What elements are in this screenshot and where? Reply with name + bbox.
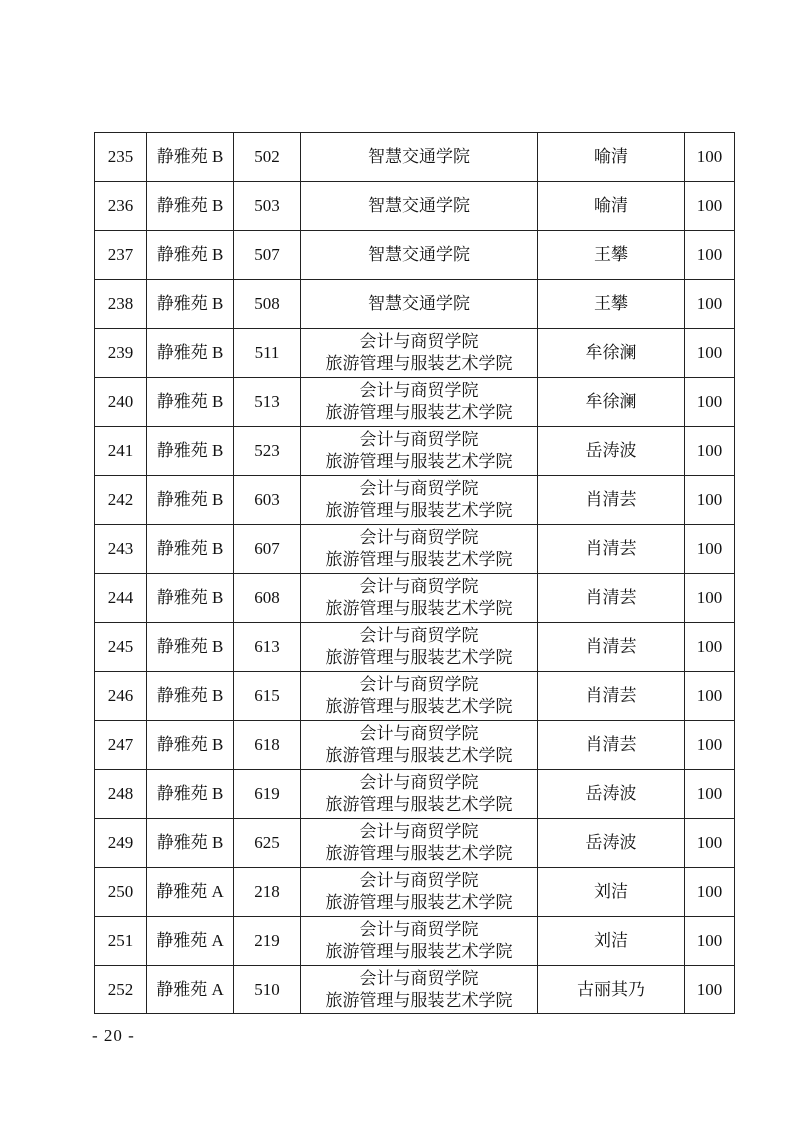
building-cell: 静雅苑 A: [147, 966, 234, 1014]
college-cell: [301, 427, 538, 476]
person-cell: 牟徐澜: [538, 378, 685, 427]
row-number-cell: 251: [95, 917, 147, 966]
college-cell: [301, 819, 538, 868]
score-cell: 100: [685, 280, 735, 329]
row-number-cell: 246: [95, 672, 147, 721]
table-row: [95, 329, 735, 378]
person-cell: 王攀: [538, 231, 685, 280]
score-cell: 100: [685, 721, 735, 770]
college-name: 会计与商贸学院: [359, 871, 479, 890]
person-cell: 牟徐澜: [538, 329, 685, 378]
person-cell: 肖清芸: [538, 623, 685, 672]
college-name: 旅游管理与服装艺术学院: [325, 403, 513, 422]
building-cell: 静雅苑 A: [147, 868, 234, 917]
college-cell: [301, 623, 538, 672]
table-row: [95, 721, 735, 770]
college-name: 会计与商贸学院: [359, 773, 479, 792]
score-cell: 100: [685, 966, 735, 1014]
room-cell: 508: [234, 280, 301, 329]
building-cell: 静雅苑 B: [147, 574, 234, 623]
college-cell: [301, 672, 538, 721]
row-number-cell: 248: [95, 770, 147, 819]
table-row: [95, 819, 735, 868]
building-cell: 静雅苑 B: [147, 133, 234, 182]
room-cell: 603: [234, 476, 301, 525]
person-cell: 古丽其乃: [538, 966, 685, 1014]
score-cell: 100: [685, 476, 735, 525]
building-cell: 静雅苑 B: [147, 329, 234, 378]
building-cell: 静雅苑 B: [147, 182, 234, 231]
row-number-cell: 239: [95, 329, 147, 378]
college-cell: [301, 280, 538, 329]
person-cell: 肖清芸: [538, 525, 685, 574]
row-number-cell: 238: [95, 280, 147, 329]
room-cell: 618: [234, 721, 301, 770]
records-table-body: [95, 133, 735, 1014]
college-name: 智慧交通学院: [368, 294, 470, 313]
college-name: 会计与商贸学院: [359, 332, 479, 351]
building-cell: 静雅苑 B: [147, 525, 234, 574]
college-cell: [301, 476, 538, 525]
college-name: 旅游管理与服装艺术学院: [325, 452, 513, 471]
building-cell: 静雅苑 A: [147, 917, 234, 966]
building-cell: 静雅苑 B: [147, 770, 234, 819]
records-table: [94, 132, 735, 1014]
row-number-cell: 235: [95, 133, 147, 182]
college-name: 旅游管理与服装艺术学院: [325, 746, 513, 765]
college-name: 旅游管理与服装艺术学院: [325, 501, 513, 520]
college-cell: [301, 231, 538, 280]
row-number-cell: 247: [95, 721, 147, 770]
score-cell: 100: [685, 868, 735, 917]
person-cell: 王攀: [538, 280, 685, 329]
college-cell: [301, 329, 538, 378]
row-number-cell: 244: [95, 574, 147, 623]
score-cell: 100: [685, 770, 735, 819]
table-row: [95, 476, 735, 525]
table-row: [95, 231, 735, 280]
person-cell: 岳涛波: [538, 819, 685, 868]
college-cell: [301, 966, 538, 1014]
person-cell: 喻清: [538, 182, 685, 231]
person-cell: 岳涛波: [538, 770, 685, 819]
college-cell: [301, 917, 538, 966]
row-number-cell: 243: [95, 525, 147, 574]
row-number-cell: 241: [95, 427, 147, 476]
score-cell: 100: [685, 378, 735, 427]
row-number-cell: 245: [95, 623, 147, 672]
score-cell: 100: [685, 819, 735, 868]
table-row: [95, 623, 735, 672]
college-name: 旅游管理与服装艺术学院: [325, 795, 513, 814]
person-cell: 肖清芸: [538, 672, 685, 721]
college-name: 旅游管理与服装艺术学院: [325, 942, 513, 961]
room-cell: 218: [234, 868, 301, 917]
college-name: 会计与商贸学院: [359, 626, 479, 645]
building-cell: 静雅苑 B: [147, 819, 234, 868]
score-cell: 100: [685, 574, 735, 623]
room-cell: 608: [234, 574, 301, 623]
row-number-cell: 249: [95, 819, 147, 868]
college-name: 会计与商贸学院: [359, 528, 479, 547]
college-cell: [301, 574, 538, 623]
person-cell: 肖清芸: [538, 721, 685, 770]
college-name: 旅游管理与服装艺术学院: [325, 697, 513, 716]
college-name: 智慧交通学院: [368, 245, 470, 264]
row-number-cell: 250: [95, 868, 147, 917]
building-cell: 静雅苑 B: [147, 427, 234, 476]
room-cell: 503: [234, 182, 301, 231]
college-name: 旅游管理与服装艺术学院: [325, 893, 513, 912]
college-cell: [301, 133, 538, 182]
row-number-cell: 240: [95, 378, 147, 427]
table-row: [95, 574, 735, 623]
room-cell: 613: [234, 623, 301, 672]
row-number-cell: 237: [95, 231, 147, 280]
building-cell: 静雅苑 B: [147, 378, 234, 427]
room-cell: 219: [234, 917, 301, 966]
room-cell: 619: [234, 770, 301, 819]
college-name: 旅游管理与服装艺术学院: [325, 990, 513, 1010]
building-cell: 静雅苑 B: [147, 476, 234, 525]
college-name: 会计与商贸学院: [359, 724, 479, 743]
score-cell: 100: [685, 917, 735, 966]
score-cell: 100: [685, 525, 735, 574]
college-name: 会计与商贸学院: [359, 920, 479, 939]
person-cell: 肖清芸: [538, 574, 685, 623]
college-name: 会计与商贸学院: [359, 675, 479, 694]
college-name: 旅游管理与服装艺术学院: [325, 599, 513, 618]
table-row: [95, 427, 735, 476]
building-cell: 静雅苑 B: [147, 623, 234, 672]
college-name: 旅游管理与服装艺术学院: [325, 354, 513, 373]
college-name: 会计与商贸学院: [359, 430, 479, 449]
table-row: [95, 133, 735, 182]
person-cell: 岳涛波: [538, 427, 685, 476]
room-cell: 502: [234, 133, 301, 182]
table-row: [95, 280, 735, 329]
building-cell: 静雅苑 B: [147, 280, 234, 329]
room-cell: 615: [234, 672, 301, 721]
room-cell: 510: [234, 966, 301, 1014]
building-cell: 静雅苑 B: [147, 721, 234, 770]
person-cell: 刘洁: [538, 868, 685, 917]
person-cell: 刘洁: [538, 917, 685, 966]
page-number: - 20 -: [92, 1026, 135, 1045]
college-name: 会计与商贸学院: [359, 381, 479, 400]
room-cell: 513: [234, 378, 301, 427]
score-cell: 100: [685, 672, 735, 721]
college-name: 旅游管理与服装艺术学院: [325, 648, 513, 667]
score-cell: 100: [685, 133, 735, 182]
college-name: 会计与商贸学院: [359, 577, 479, 596]
college-name: 智慧交通学院: [368, 147, 470, 166]
score-cell: 100: [685, 427, 735, 476]
college-cell: [301, 525, 538, 574]
table-row: [95, 917, 735, 966]
room-cell: 607: [234, 525, 301, 574]
room-cell: 507: [234, 231, 301, 280]
room-cell: 625: [234, 819, 301, 868]
college-name: 会计与商贸学院: [359, 968, 479, 988]
college-cell: [301, 770, 538, 819]
college-name: 旅游管理与服装艺术学院: [325, 844, 513, 863]
table-row: [95, 378, 735, 427]
room-cell: 523: [234, 427, 301, 476]
building-cell: 静雅苑 B: [147, 672, 234, 721]
score-cell: 100: [685, 329, 735, 378]
person-cell: 喻清: [538, 133, 685, 182]
table-row: [95, 672, 735, 721]
college-cell: [301, 378, 538, 427]
college-name: 会计与商贸学院: [359, 822, 479, 841]
table-row: [95, 770, 735, 819]
college-cell: [301, 868, 538, 917]
table-row: [95, 868, 735, 917]
building-cell: 静雅苑 B: [147, 231, 234, 280]
college-cell: [301, 182, 538, 231]
score-cell: 100: [685, 231, 735, 280]
row-number-cell: 236: [95, 182, 147, 231]
college-name: 旅游管理与服装艺术学院: [325, 550, 513, 569]
table-row: [95, 182, 735, 231]
row-number-cell: 242: [95, 476, 147, 525]
table-row: [95, 525, 735, 574]
table-row: [95, 966, 735, 1014]
room-cell: 511: [234, 329, 301, 378]
row-number-cell: 252: [95, 966, 147, 1014]
score-cell: 100: [685, 623, 735, 672]
college-cell: [301, 721, 538, 770]
college-name: 智慧交通学院: [368, 196, 470, 215]
college-name: 会计与商贸学院: [359, 479, 479, 498]
score-cell: 100: [685, 182, 735, 231]
person-cell: 肖清芸: [538, 476, 685, 525]
